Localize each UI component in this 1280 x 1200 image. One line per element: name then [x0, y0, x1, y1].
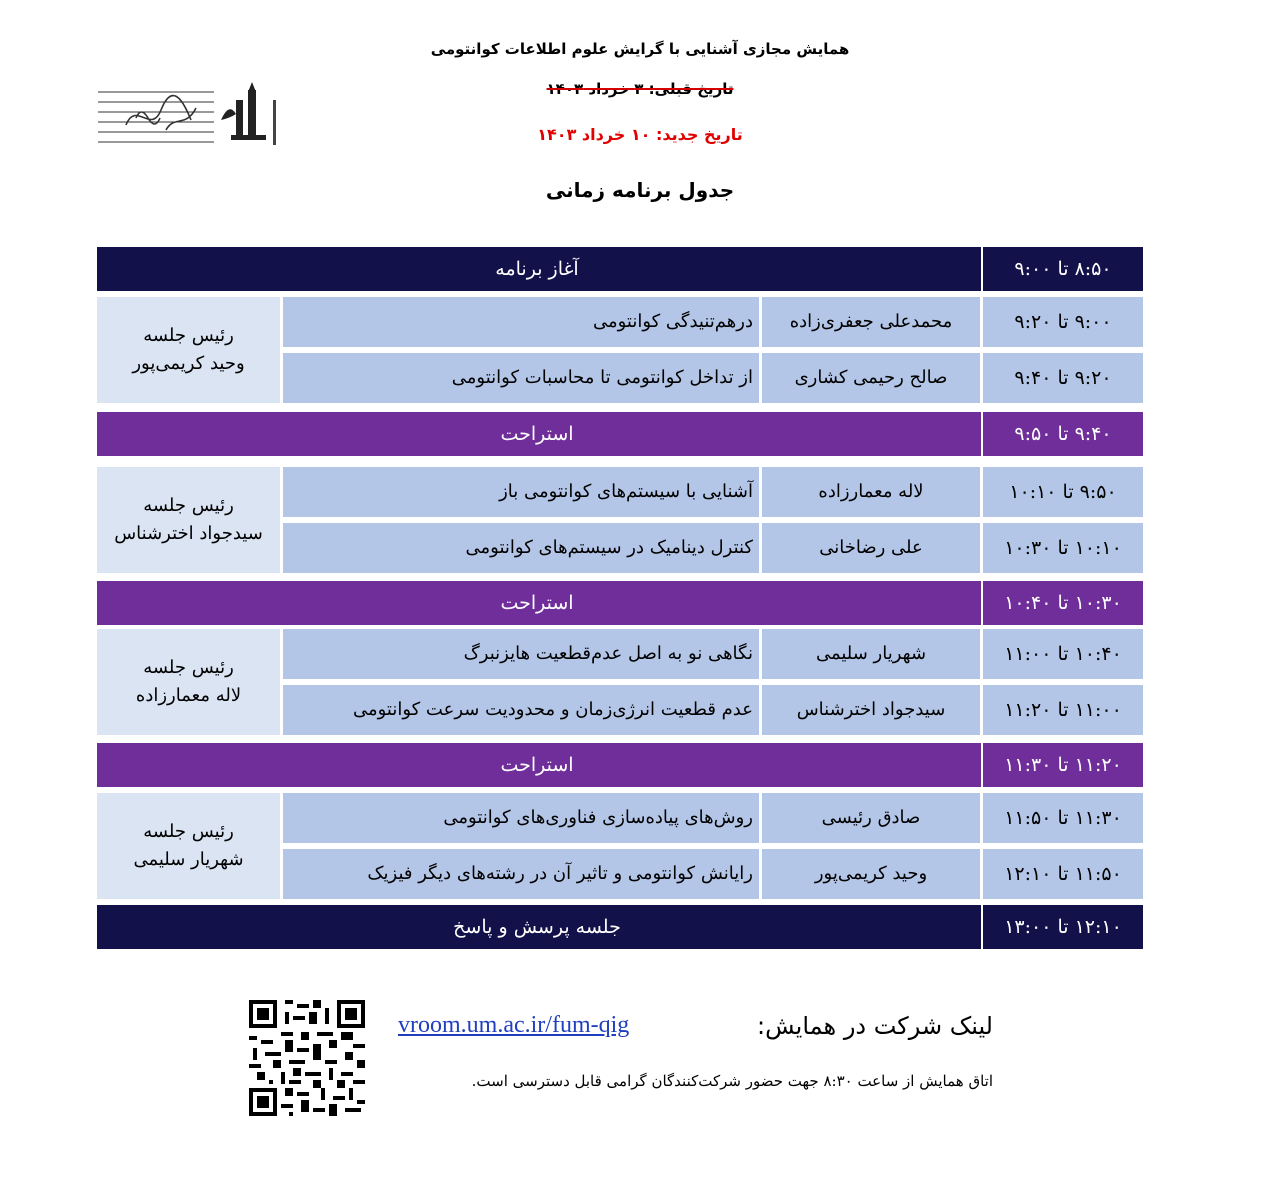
session-chair [97, 467, 280, 573]
break-label: استراحت [500, 754, 574, 776]
session-1 [97, 297, 1143, 403]
speaker-name: سیدجواد اخترشناس [762, 685, 980, 735]
talk-row [283, 793, 1143, 843]
chair-title: رئیس جلسه [143, 657, 234, 678]
talk-row [283, 629, 1143, 679]
chair-title: رئیس جلسه [143, 495, 234, 516]
talk-row [283, 849, 1143, 899]
speaker-name: علی رضاخانی [762, 523, 980, 573]
talk-title: عدم قطعیت انرژی‌زمان و محدودیت سرعت کوانتومی [283, 685, 759, 735]
closing-time: ۱۲:۱۰ تا ۱۳:۰۰ [981, 905, 1143, 949]
break-label: استراحت [500, 423, 574, 445]
link-label: لینک شرکت در همایش: [757, 1012, 993, 1040]
talk-title: درهم‌تنیدگی کوانتومی [283, 297, 759, 347]
conference-link[interactable]: vroom.um.ac.ir/fum-qig [398, 1012, 630, 1038]
talk-row [283, 297, 1143, 347]
old-date-text: تاریخ قبلی: ۳ خرداد ۱۴۰۳ [546, 80, 734, 98]
schedule-title: جدول برنامه زمانی [545, 178, 735, 202]
talk-row [283, 685, 1143, 735]
talk-row [283, 353, 1143, 403]
break-bar [97, 581, 1143, 625]
chair-name: وحید کریمی‌پور [132, 353, 245, 374]
logos [96, 80, 296, 150]
speaker-name: محمدعلی جعفری‌زاده [762, 297, 980, 347]
talk-title: آشنایی با سیستم‌های کوانتومی باز [283, 467, 759, 517]
talk-time: ۹:۰۰ تا ۹:۲۰ [983, 297, 1143, 347]
talk-title: روش‌های پیاده‌سازی فناوری‌های کوانتومی [283, 793, 759, 843]
qr-code-icon[interactable] [249, 1000, 365, 1116]
speaker-name: وحید کریمی‌پور [762, 849, 980, 899]
break-bar [97, 412, 1143, 456]
talk-title: کنترل دینامیک در سیستم‌های کوانتومی [283, 523, 759, 573]
session-chair [97, 793, 280, 899]
talk-row [283, 523, 1143, 573]
session-4 [97, 793, 1143, 899]
new-date: تاریخ جدید: ۱۰ خرداد ۱۴۰۳ [537, 125, 743, 144]
break-time: ۱۱:۲۰ تا ۱۱:۳۰ [981, 743, 1143, 787]
closing-bar [97, 905, 1143, 949]
chair-name: سیدجواد اخترشناس [114, 523, 263, 544]
talk-time: ۱۰:۱۰ تا ۱۰:۳۰ [983, 523, 1143, 573]
chair-name: شهریار سلیمی [133, 849, 244, 870]
opening-bar [97, 247, 1143, 291]
speaker-name: صادق رئیسی [762, 793, 980, 843]
chair-title: رئیس جلسه [143, 325, 234, 346]
session-chair [97, 629, 280, 735]
chair-name: لاله معمارزاده [135, 685, 242, 706]
session-chair [97, 297, 280, 403]
break-bar [97, 743, 1143, 787]
society-signature-logo [96, 80, 296, 150]
room-access-note: اتاق همایش از ساعت ۸:۳۰ جهت حضور شرکت‌کنندگان گرامی قابل دسترسی است. [471, 1072, 993, 1090]
closing-label: جلسه پرسش و پاسخ [453, 916, 621, 938]
session-3 [97, 629, 1143, 735]
talk-time: ۹:۲۰ تا ۹:۴۰ [983, 353, 1143, 403]
opening-label: آغاز برنامه [495, 258, 579, 280]
talk-title: نگاهی نو به اصل عدم‌قطعیت هایزنبرگ [283, 629, 759, 679]
talk-row [283, 467, 1143, 517]
talk-time: ۱۱:۳۰ تا ۱۱:۵۰ [983, 793, 1143, 843]
event-title: همایش مجازی آشنایی با گرایش علوم اطلاعات کوانتومی [430, 40, 850, 58]
speaker-name: لاله معمارزاده [762, 467, 980, 517]
talk-time: ۱۱:۵۰ تا ۱۲:۱۰ [983, 849, 1143, 899]
break-time: ۱۰:۳۰ تا ۱۰:۴۰ [981, 581, 1143, 625]
talk-title: رایانش کوانتومی و تاثیر آن در رشته‌های دیگر فیزیک [283, 849, 759, 899]
session-2 [97, 467, 1143, 573]
talk-time: ۱۱:۰۰ تا ۱۱:۲۰ [983, 685, 1143, 735]
talk-title: از تداخل کوانتومی تا محاسبات کوانتومی [283, 353, 759, 403]
talk-time: ۱۰:۴۰ تا ۱۱:۰۰ [983, 629, 1143, 679]
chair-title: رئیس جلسه [143, 821, 234, 842]
talk-time: ۹:۵۰ تا ۱۰:۱۰ [983, 467, 1143, 517]
opening-time: ۸:۵۰ تا ۹:۰۰ [981, 247, 1143, 291]
speaker-name: صالح رحیمی کشاری [762, 353, 980, 403]
break-time: ۹:۴۰ تا ۹:۵۰ [981, 412, 1143, 456]
speaker-name: شهریار سلیمی [762, 629, 980, 679]
university-emblem-icon [221, 82, 276, 145]
break-label: استراحت [500, 592, 574, 614]
